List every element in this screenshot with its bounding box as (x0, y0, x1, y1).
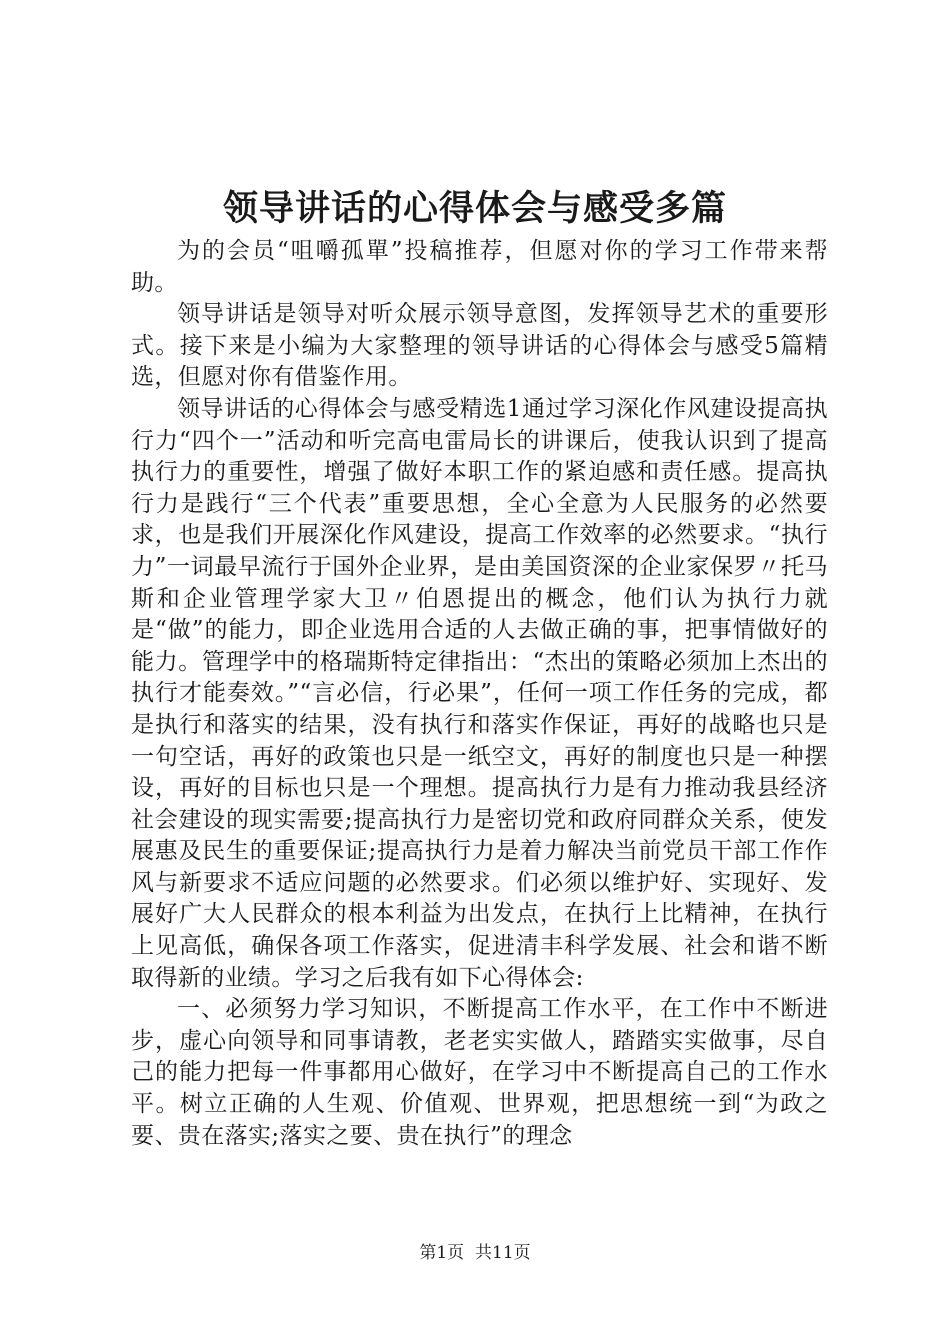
paragraph-point-1: 一、必须努力学习知识，不断提高工作水平，在工作中不断进步，虚心向领导和同事请教，老老实实做人，踏踏实实做事，尽自己的能力把每一件事都用心做好，在学习中不断提高自己的工作水平。树立正确的人生观、价值观、世界观，把思想统一到“为政之要、贵在落实;落实之要、贵在执行”的理念 (131, 996, 828, 1149)
document-title: 领导讲话的心得体会与感受多篇 (222, 188, 727, 229)
document-body (131, 236, 828, 1152)
paragraph-summary: 领导讲话是领导对听众展示领导意图，发挥领导艺术的重要形式。接下来是小编为大家整理的领导讲话的心得体会与感受5篇精选，但愿对你有借鉴作用。 (131, 301, 828, 391)
page-total: 共11页 (475, 1243, 531, 1263)
paragraph-intro: 为的会员“咀嚼孤單”投稿推荐，但愿对你的学习工作带来帮助。 (131, 238, 828, 296)
paragraph-essay-1: 领导讲话的心得体会与感受精选1通过学习深化作风建设提高执行力“四个一”活动和听完高电雷局长的讲课后，使我认识到了提高执行力的重要性，增强了做好本职工作的紧迫感和责任感。提高执行力是践行“三个代表”重要思想，全心全意为人民服务的必然要求，也是我们开展深化作风建设，提高工作效率的必然要求。“执行力”一词最早流行于国外企业界，是由美国资深的企业家保罗〃托马斯和企业管理学家大卫〃伯恩提出的概念，他们认为执行力就是“做”的能力，即企业选用合适的人去做正确的事，把事情做好的能力。管理学中的格瑞斯特定律指出：“杰出的策略必须加上杰出的执行才能奏效。”“言必信，行必果”，任何一项工作任务的完成，都是执行和落实的结果，没有执行和落实作保证，再好的战略也只是一句空话，再好的政策也只是一纸空文，再好的制度也只是一种摆设，再好的目标也只是一个理想。提高执行力是有力推动我县经济社会建设的现实需要;提高执行力是密切党和政府同群众关系，使发展惠及民生的重要保证;提高执行力是着力解决当前党员干部工作作风与新要求不适应问题的必然要求。们必须以维护好、实现好、发展好广大人民群众的根本利益为出发点，在执行上比精神，在执行上见高低，确保各项工作落实，促进清丰科学发展、社会和谐不断取得新的业绩。学习之后我有如下心得体会: (131, 395, 828, 991)
page-footer (0, 1241, 950, 1265)
page-number: 第1页 (419, 1243, 465, 1263)
